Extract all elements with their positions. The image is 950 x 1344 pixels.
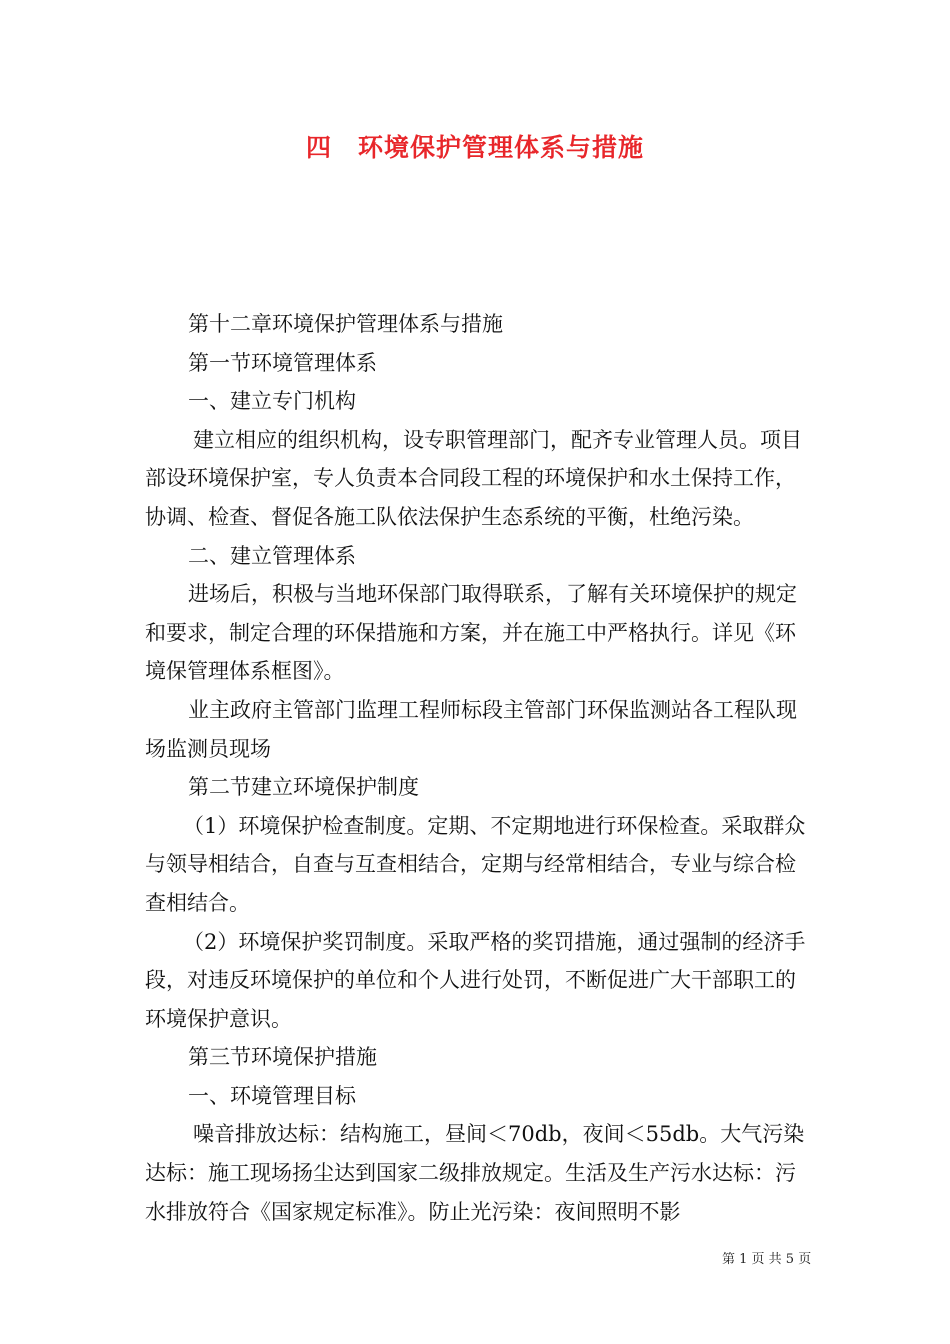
document-title: 四 环境保护管理体系与措施 xyxy=(305,133,644,162)
paragraph: 业主政府主管部门监理工程师标段主管部门环保监测站各工程队现场监测员现场 xyxy=(145,697,797,761)
chapter-heading: 第十二章环境保护管理体系与措施 xyxy=(188,312,503,336)
section-heading: 第二节建立环境保护制度 xyxy=(188,775,419,800)
paragraph: 建立相应的组织机构，设专职管理部门，配齐专业管理人员。项目部设环境保护室，专人负责本合同段工程的环境保护和水土保持工作，协调、检查、督促各施工队依法保护生态系统的平衡，杜绝污染。 xyxy=(145,427,802,529)
page-number: 第 1 页 共 5 页 xyxy=(722,1252,812,1267)
subsection-heading: 一、环境管理目标 xyxy=(188,1083,356,1108)
paragraph: 噪音排放达标：结构施工，昼间＜70db，夜间＜55db。大气污染达标：施工现场扬尘达到国家二级排放规定。生活及生产污水达标：污水排放符合《国家规定标准》。防止光污染：夜间照明不影 xyxy=(145,1122,805,1224)
list-item: （2）环境保护奖罚制度。采取严格的奖罚措施，通过强制的经济手段，对违反环境保护的单位和个人进行处罚，不断促进广大干部职工的环境保护意识。 xyxy=(145,929,806,1031)
list-item: （1）环境保护检查制度。定期、不定期地进行环保检查。采取群众与领导相结合，自查与互查相结合，定期与经常相结合，专业与综合检查相结合。 xyxy=(145,813,806,915)
paragraph: 进场后，积极与当地环保部门取得联系，了解有关环境保护的规定和要求，制定合理的环保措施和方案，并在施工中严格执行。详见《环境保管理体系框图》。 xyxy=(145,582,797,684)
subsection-heading: 一、建立专门机构 xyxy=(188,389,356,414)
section-heading: 第三节环境保护措施 xyxy=(188,1045,377,1070)
document-body xyxy=(145,305,807,1231)
subsection-heading: 二、建立管理体系 xyxy=(188,543,356,568)
section-heading: 第一节环境管理体系 xyxy=(188,350,377,375)
